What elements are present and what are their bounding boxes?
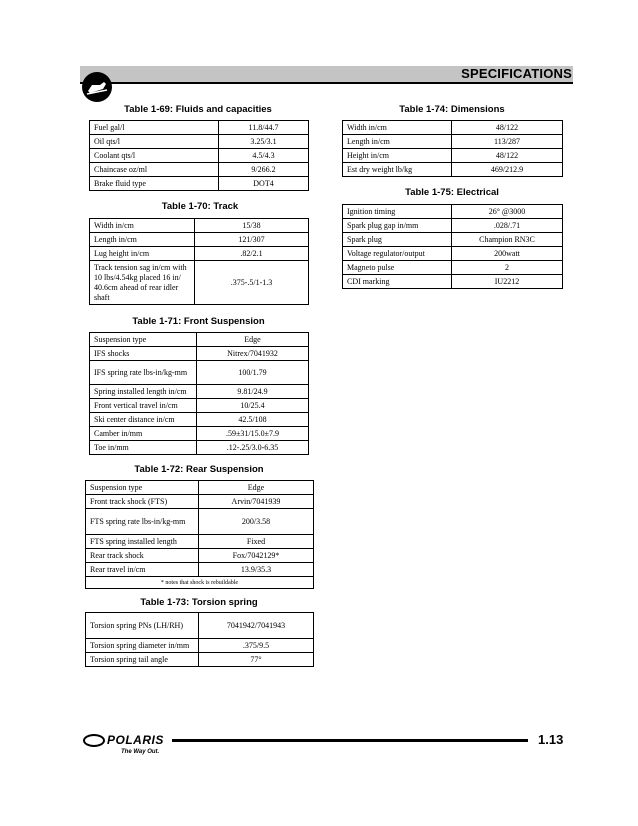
table-caption-electrical: Table 1-75: Electrical (405, 187, 499, 198)
front-suspension-table (89, 332, 309, 455)
table-row: Spark plug Champion RN3C (343, 233, 563, 247)
table-row: Front vertical travel in/cm 10/25.4 (90, 399, 309, 413)
header-rule (80, 82, 573, 84)
table-row: Torsion spring diameter in/mm .375/9.5 (86, 639, 314, 653)
table-row: Fuel gal/l 11.8/44.7 (90, 121, 309, 135)
table-caption-dimensions: Table 1-74: Dimensions (399, 104, 505, 115)
table-row: Torsion spring tail angle 77° (86, 653, 314, 667)
table-row: Length in/cm 113/287 (343, 135, 563, 149)
table-row: Suspension type Edge (86, 481, 314, 495)
track-table (89, 218, 309, 305)
table-row: Coolant qts/l 4.5/4.3 (90, 149, 309, 163)
table-row: Rear travel in/cm 13.9/35.3 (86, 563, 314, 577)
dimensions-table (342, 120, 563, 177)
table-row: Oil qts/l 3.25/3.1 (90, 135, 309, 149)
table-row: Length in/cm 121/307 (90, 233, 309, 247)
table-row: Front track shock (FTS) Arvin/7041939 (86, 495, 314, 509)
table-row: Lug height in/cm .82/2.1 (90, 247, 309, 261)
table-row: CDI marking IU2212 (343, 275, 563, 289)
table-row: FTS spring rate lbs-in/kg-mm 200/3.58 (86, 509, 314, 535)
table-footnote: * notes that shock is rebuildable (86, 577, 314, 589)
section-title: SPECIFICATIONS (461, 66, 572, 81)
table-row: FTS spring installed length Fixed (86, 535, 314, 549)
fluids-table (89, 120, 309, 191)
brand-tagline: The Way Out. (121, 749, 160, 755)
table-row: Toe in/mm .12-.25/3.0-6.35 (90, 441, 309, 455)
table-row: Spark plug gap in/mm .028/.71 (343, 219, 563, 233)
footer-rule (172, 739, 528, 742)
table-row: IFS spring rate lbs-in/kg-mm 100/1.79 (90, 361, 309, 385)
torsion-spring-table (85, 612, 314, 667)
table-row: Height in/cm 48/122 (343, 149, 563, 163)
table-row: Ski center distance in/cm 42.5/108 (90, 413, 309, 427)
table-row: Magneto pulse 2 (343, 261, 563, 275)
brand-name: POLARIS (107, 733, 164, 747)
table-row: Track tension sag in/cm with 10 lbs/4.54kg placed 16 in/ 40.6cm ahead of rear idler shaft .375-.5/1-1.3 (90, 261, 309, 305)
snowmobile-section-icon (82, 72, 112, 102)
page-number: 1.13 (538, 732, 564, 747)
table-row: IFS shocks Nitrex/7041932 (90, 347, 309, 361)
table-row: Ignition timing 26° @3000 (343, 205, 563, 219)
table-row: Spring installed length in/cm 9.81/24.9 (90, 385, 309, 399)
rear-suspension-table (85, 480, 314, 589)
table-row: Suspension type Edge (90, 333, 309, 347)
table-row: Rear track shock Fox/7042129* (86, 549, 314, 563)
polaris-logo (83, 732, 167, 755)
table-row: Width in/cm 48/122 (343, 121, 563, 135)
table-row: Width in/cm 15/38 (90, 219, 309, 233)
table-caption-front-suspension: Table 1-71: Front Suspension (132, 316, 265, 327)
table-caption-fluids: Table 1-69: Fluids and capacities (124, 104, 272, 115)
table-row: Est dry weight lb/kg 469/212.9 (343, 163, 563, 177)
table-caption-torsion-spring: Table 1-73: Torsion spring (140, 597, 258, 608)
table-row: Camber in/mm .59±31/15.0±7.9 (90, 427, 309, 441)
table-row (86, 577, 314, 589)
polaris-star-icon (83, 734, 105, 747)
table-row: Torsion spring PNs (LH/RH) 7041942/7041943 (86, 613, 314, 639)
electrical-table (342, 204, 563, 289)
table-row: Voltage regulator/output 200watt (343, 247, 563, 261)
table-caption-track: Table 1-70: Track (161, 201, 239, 212)
table-row: Brake fluid type DOT4 (90, 177, 309, 191)
table-caption-rear-suspension: Table 1-72: Rear Suspension (134, 464, 264, 475)
table-row: Chaincase oz/ml 9/266.2 (90, 163, 309, 177)
